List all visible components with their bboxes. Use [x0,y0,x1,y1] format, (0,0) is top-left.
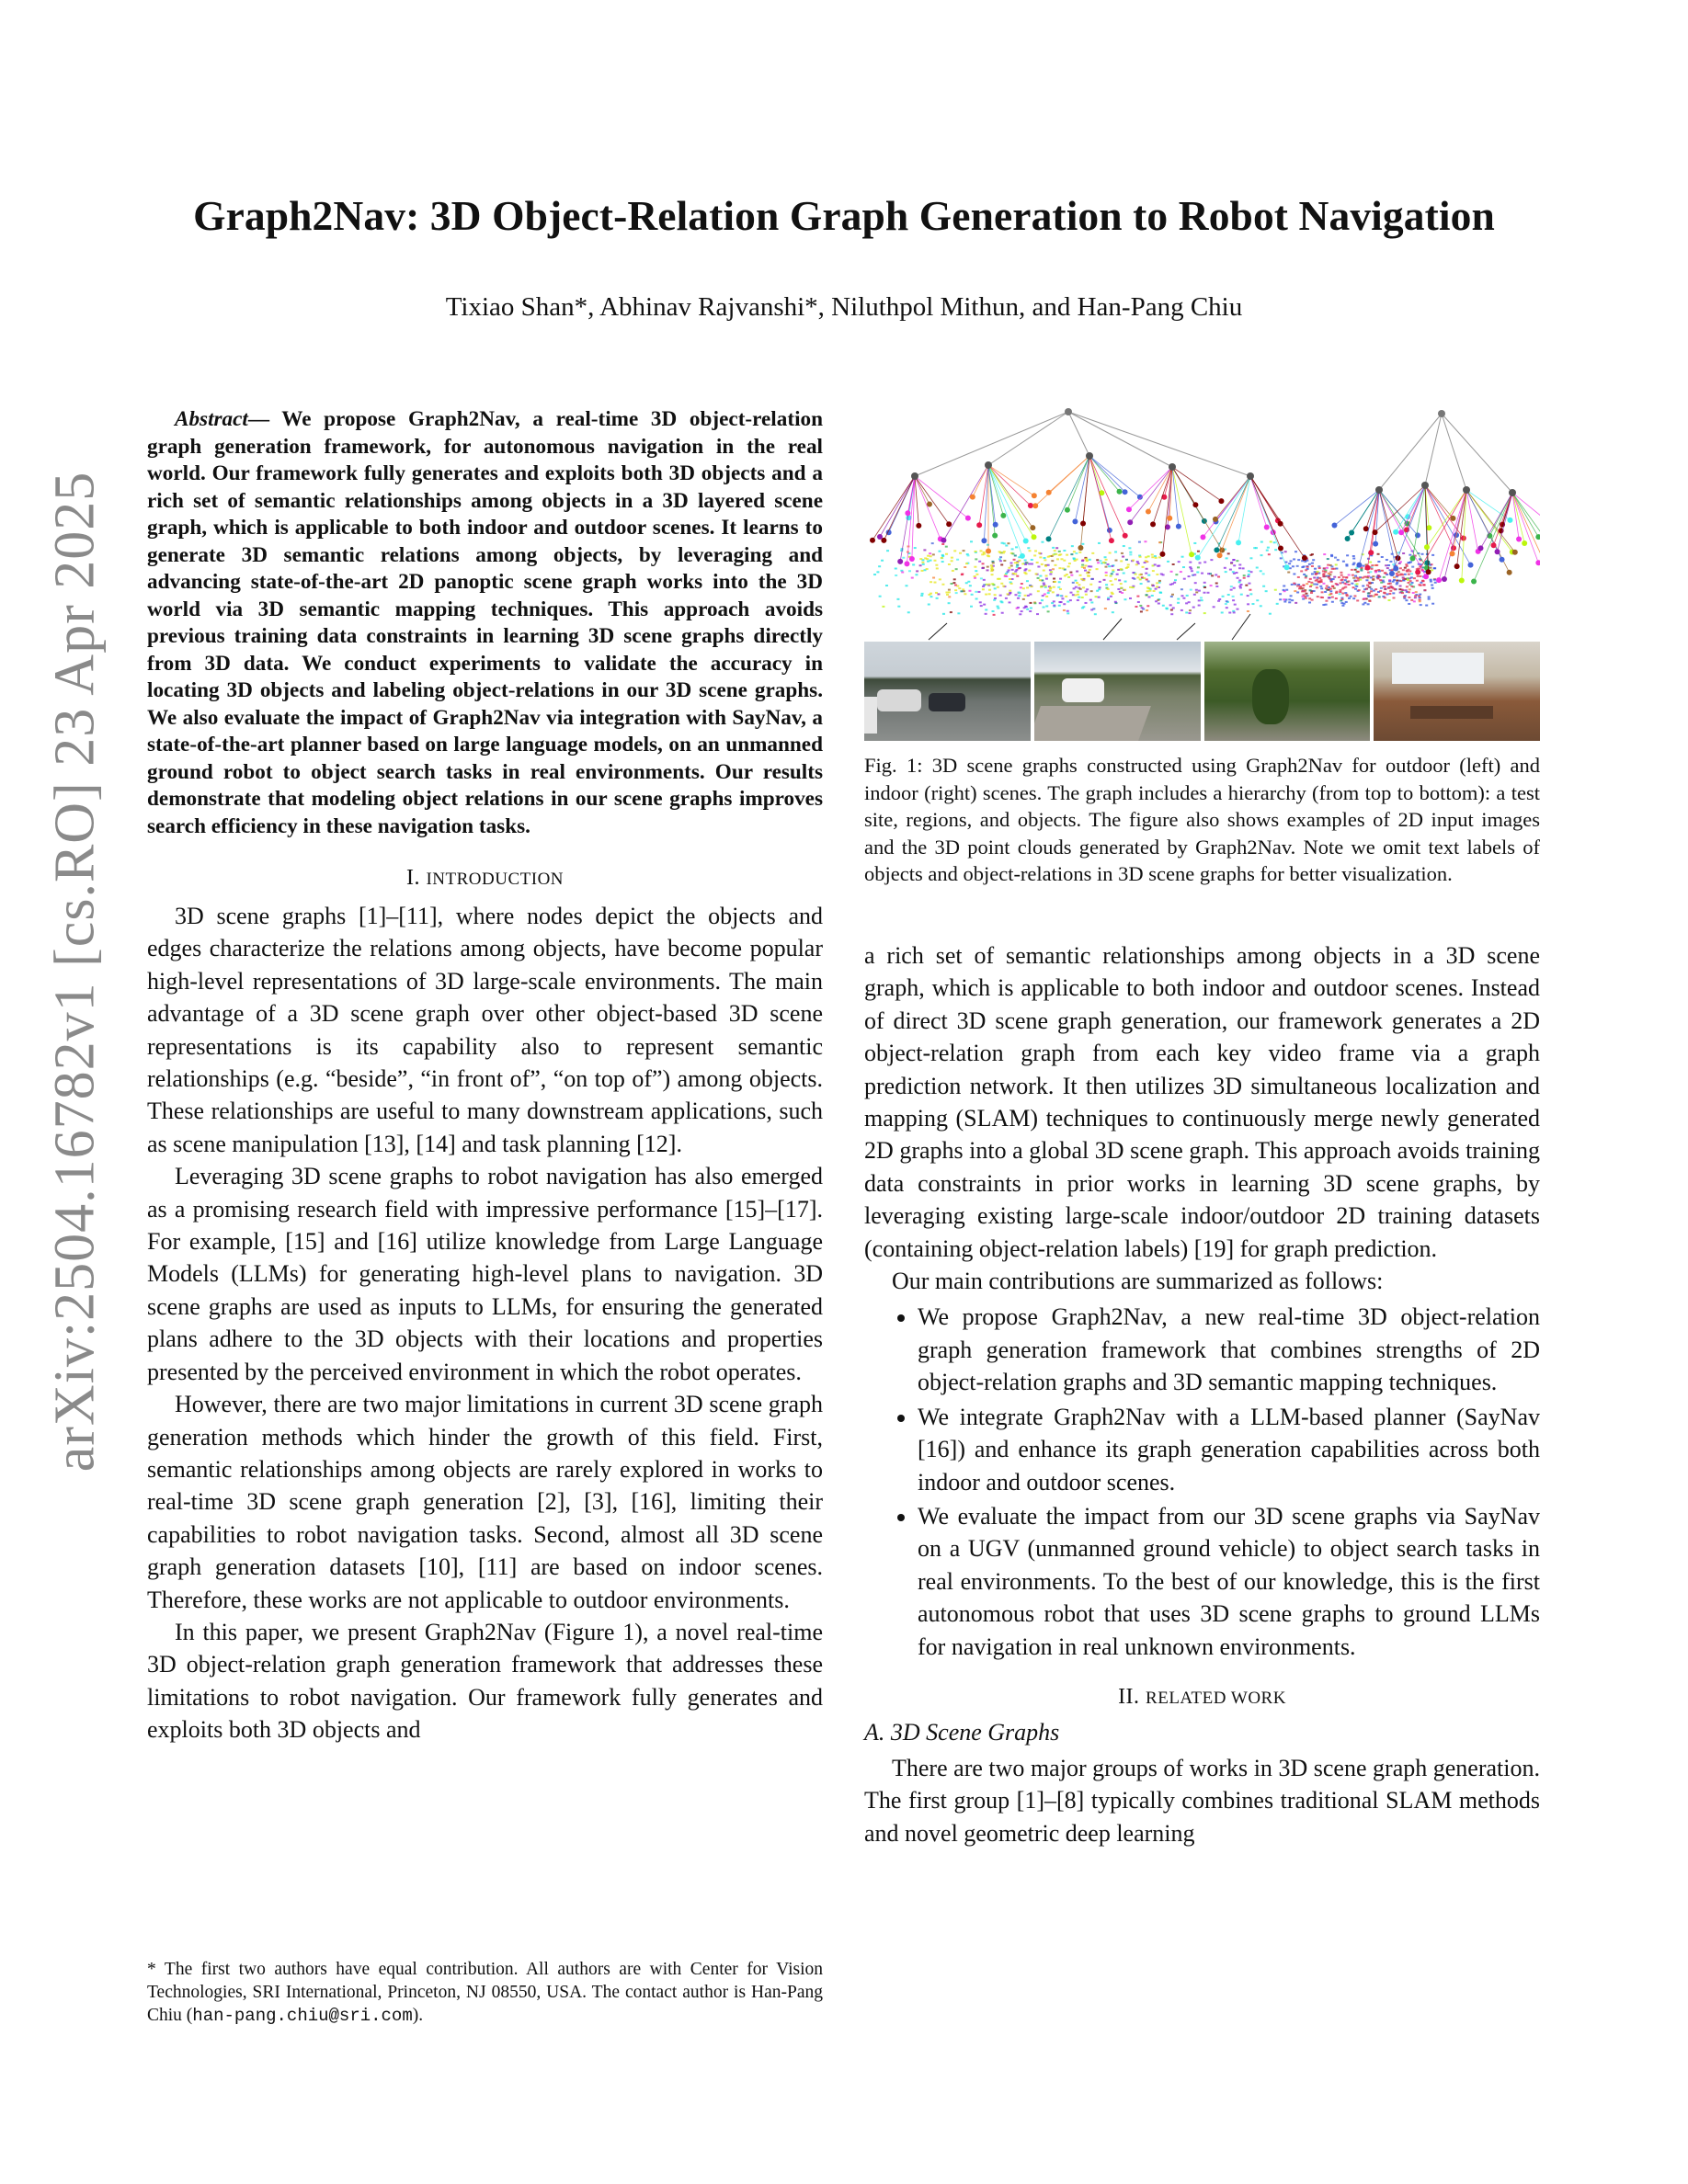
scene-graph-visualization [864,403,1540,642]
footnote-tail: ). [412,2006,424,2025]
intro-paragraph-4: In this paper, we present Graph2Nav (Figure 1), a novel real-time 3D object-relation graph generation framework that addresses these limitations to robot navigation. Our framework fully generates and exploits both 3D objects and [147,1618,823,1744]
parking-lot-image [864,642,1031,741]
section-heading-introduction [147,866,823,891]
intro-paragraph-3: However, there are two major limitations in current 3D scene graph generation methods which hinder the growth of this field. First, semantic relationships among objects are rarely explored in works to real-time 3D scene graph generation [2], [3], [16], limiting their capabilities to robot navigation tasks. Second, almost all 3D scene graph generation datasets [10], [11] are based on indoor scenes. Therefore, these works are not applicable to outdoor environments. [147,1391,823,1613]
section-title: RELATED WORK [1146,1688,1286,1708]
campus-path-image [1204,642,1371,741]
intro-paragraph-5: a rich set of semantic relationships among objects in a 3D scene graph, which is applicable to both indoor and outdoor scenes. Instead of direct 3D scene graph generation, our framework generates a 2D object-relation graph from each key video frame via a graph prediction network. It then utilizes 3D simultaneous localization and mapping (SLAM) techniques to continuously merge newly generated 2D graphs into a global 3D scene graph. This approach avoids training data constraints in prior works in learning 3D scene graphs, by leveraging existing large-scale indoor/outdoor 2D training datasets (containing object-relation labels) [19] for graph prediction. [864,942,1540,1262]
abstract-lead: Abstract [175,407,248,431]
left-column [147,406,823,1746]
subsection-heading: A. 3D Scene Graphs [864,1718,1060,1746]
intro-paragraph-1: 3D scene graphs [1]–[11], where nodes depict the objects and edges characterize the relations among objects, have become popular high-level representations of 3D large-scale environments. The main advantage of a 3D scene graph over other object-based 3D scene representations is its capability also to represent semantic relationships (e.g. “beside”, “in front of”, “on top of”) among objects. These relationships are useful to many downstream applications, such as scene manipulation [13], [14] and task planning [12]. [147,903,823,1157]
abstract [147,406,823,840]
contribution-item: • We integrate Graph2Nav with a LLM-based planner (SayNav [16]) and enhance its graph generation capabilities across both indoor and outdoor scenes. [918,1401,1540,1498]
section-heading-related-work [864,1685,1540,1710]
intro-paragraph-6: Our main contributions are summarized as follows: [892,1268,1384,1295]
related-paragraph-1: There are two major groups of works in 3D scene graph generation. The first group [1]–[8] typically combines traditional SLAM methods and novel geometric deep learning [864,1754,1540,1847]
section-number: II. [1118,1684,1146,1709]
contact-email: han-pang.chiu@sri.com [192,2006,413,2026]
intro-paragraph-2: Leveraging 3D scene graphs to robot navigation has also emerged as a promising research field with impressive performance [15]–[17]. For example, [15] and [16] utilize knowledge from Large Language Models (LLMs) for generating high-level plans to navigation. 3D scene graphs are used as inputs to LLMs, for ensuring the generated plans adhere to the 3D objects with their locations and properties presented by the perceived environment in which the robot operates. [147,1163,823,1385]
figure-1-input-images [864,642,1540,741]
figure-1-caption: Fig. 1: 3D scene graphs constructed using Graph2Nav for outdoor (left) and indoor (right) scenes. The graph includes a hierarchy (from top to bottom): a test site, regions, and objects. The figure also shows examples of 2D input images and the 3D point clouds generated by Graph2Nav. Note we omit text labels of objects and object-relations in 3D scene graphs for better visualization. [864,754,1540,885]
contribution-list [864,1301,1540,1662]
section-title: INTRODUCTION [426,870,565,889]
right-column [864,939,1540,1849]
contribution-item: • We evaluate the impact from our 3D scene graphs via SayNav on a UGV (unmanned ground vehicle) to object search tasks in real environments. To the best of our knowledge, this is the first autonomous robot that uses 3D scene graphs to ground LLMs for navigation in real unknown environments. [918,1500,1540,1663]
section-number: I. [405,866,427,890]
arxiv-identifier: arXiv:2504.16782v1 [cs.RO] 23 Apr 2025 [43,471,107,1473]
abstract-text: — We propose Graph2Nav, a real-time 3D object-relation graph generation framework, for autonomous navigation in the real world. Our framework fully generates and exploits both 3D objects and a rich set of semantic relationships among objects in a 3D layered scene graph, which is applicable to both indoor and outdoor scenes. It learns to generate 3D semantic relations among objects, by leveraging and advancing state-of-the-art 2D panoptic scene graph works into the 3D world via 3D semantic mapping techniques. This approach avoids previous training data constraints in learning 3D scene graphs directly from 3D data. We conduct experiments to validate the accuracy in locating 3D objects and labeling object-relations in our 3D scene graphs. We also evaluate the impact of Graph2Nav via integration with SayNav, a state-of-the-art planner based on large language models, on an unmanned ground robot to object search tasks in real environments. Our results demonstrate that modeling object relations in our scene graphs improves search efficiency in these navigation tasks. [147,407,823,838]
street-intersection-image [1034,642,1201,741]
paper-title: Graph2Nav: 3D Object-Relation Graph Generation to Robot Navigation [193,192,1495,239]
footnote-text: * The first two authors have equal contribution. All authors are with Center for Vision Technologies, SRI International, Princeton, NJ 08550, USA. The contact author is Han-Pang Chiu ( [147,1960,823,2025]
author-list: Tixiao Shan*, Abhinav Rajvanshi*, Niluthpol Mithun, and Han-Pang Chiu [445,292,1243,322]
cafeteria-image [1374,642,1540,741]
contribution-item: • We propose Graph2Nav, a new real-time 3D object-relation graph generation framework that combines strengths of 2D object-relation graphs and 3D semantic mapping techniques. [918,1301,1540,1398]
footnote [147,1958,823,2028]
